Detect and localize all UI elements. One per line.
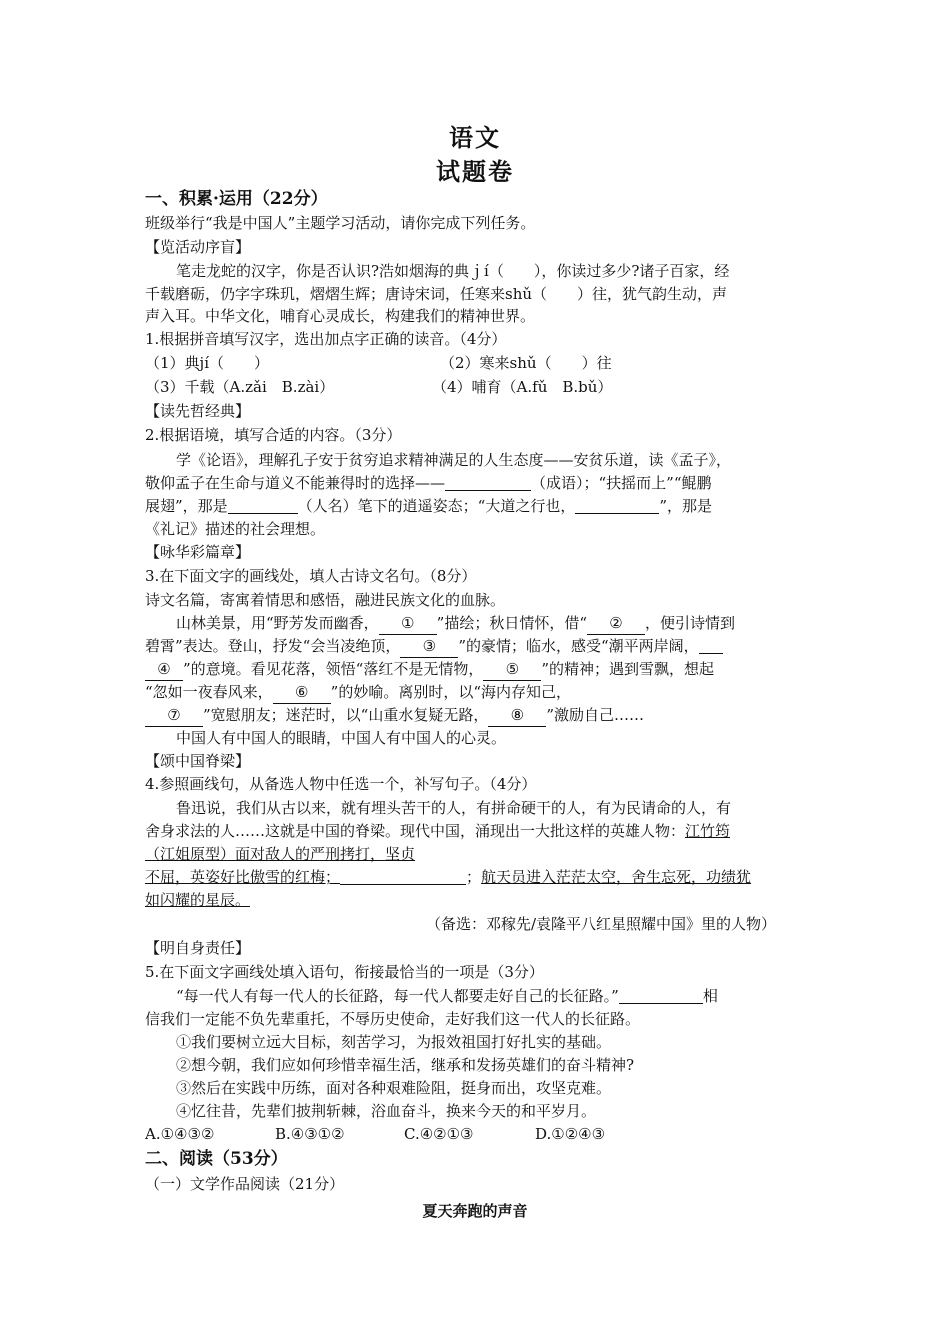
underlined-sentence: 航天员进入茫茫太空，舍生忘死，功绩犹	[481, 868, 752, 886]
passage-line: 学《论语》，理解孔子安于贫穷追求精神满足的人生态度——安贫乐道，读《孟子》，	[176, 451, 732, 469]
question-3: 3.在下面文字的画线处，填人古诗文名句。（8分）	[145, 567, 477, 585]
passage-line: 千载磨砺，仍字字珠玑，熠熠生辉；唐诗宋词，任寒来shǔ（ ）往，犹气韵生动，声	[145, 285, 728, 303]
passage-line	[145, 658, 714, 681]
answer-blank[interactable]	[228, 496, 298, 514]
passage-line	[145, 704, 644, 727]
text-segment: ”描绘；秋日情怀，借“	[436, 614, 588, 632]
section2-subheading: （一）文学作品阅读（21分）	[145, 1175, 345, 1193]
passage-line: 鲁迅说，我们从古以来，就有埋头苦干的人，有拼命硬干的人，有为民请命的人，有	[176, 799, 732, 817]
choice-d[interactable]: D.①②④③	[535, 1125, 606, 1143]
candidates-note: （备选：邓稼先/袁隆平八红星照耀中国》里的人物）	[426, 915, 777, 933]
passage-line: 中国人有中国人的眼睛，中国人有中国人的心灵。	[176, 729, 507, 747]
text-segment: ；	[466, 868, 482, 886]
task-tag: 【读先哲经典】	[145, 402, 251, 420]
question-5: 5.在下面文字画线处填入语句，衔接最恰当的一项是（3分）	[145, 963, 544, 981]
text-segment: 碧霄”表达。登山，抒发“会当凌绝顶，	[145, 637, 401, 655]
question-1: 1.根据拼音填写汉字，选出加点字正确的读音。（4分）	[145, 330, 507, 348]
underlined-sentence: 不屈，英姿好比傲雪的红梅；	[145, 868, 341, 886]
answer-blank[interactable]	[340, 867, 466, 885]
passage-line: 信我们一定能不负先辈重托，不辱历史使命，走好我们这一代人的长征路。	[145, 1010, 641, 1028]
task-tag: 【览活动序盲】	[145, 238, 251, 256]
answer-blank-8[interactable]: ⑧	[488, 704, 546, 727]
text-segment: 山林美景，用“野芳发而幽香，	[176, 614, 379, 632]
text-segment: ”激励自己……	[546, 706, 645, 724]
section1-heading: 一、积累·运用（22分）	[145, 189, 328, 209]
text-segment: （人名）笔下的逍遥姿态；“大道之行也，	[297, 497, 576, 515]
article-title: 夏天奔跑的声音	[422, 1202, 528, 1220]
question-1-item: （4）哺育（A.fǔ B.bǔ）	[432, 378, 613, 396]
choice-c[interactable]: C.④②①③	[404, 1125, 474, 1143]
passage-line: 《礼记》描述的社会理想。	[145, 520, 326, 538]
text-segment: 舍身求法的人……这就是中国的脊梁。现代中国，涌现出一大批这样的英雄人物：	[145, 822, 686, 840]
underlined-sentence: （江姐原型）面对敌人的严刑拷打，坚贞	[145, 845, 416, 863]
answer-blank-4[interactable]: ④	[145, 658, 183, 681]
answer-blank-2[interactable]: ②	[587, 612, 645, 635]
answer-blank-1[interactable]: ①	[379, 612, 437, 635]
answer-blank-7[interactable]: ⑦	[145, 704, 203, 727]
task-tag: 【明自身责任】	[145, 939, 251, 957]
passage-line	[145, 681, 571, 704]
question-1-item: （1）典jí（ ）	[145, 354, 269, 372]
sentence-option: ①我们要树立远大目标，刻苦学习，为报效祖国打好扎实的基础。	[176, 1033, 612, 1051]
text-segment: ”的豪情；临水，感受“潮平两岸阔，	[458, 637, 699, 655]
text-segment: “每一代人有每一代人的长征路，每一代人都要走好自己的长征路。”	[176, 987, 619, 1005]
passage-line	[145, 472, 712, 494]
text-segment: ”的精神；遇到雪飘，想起	[541, 660, 715, 678]
task-tag: 【咏华彩篇章】	[145, 543, 251, 561]
question-4: 4.参照画线句，从备选人物中任选一个，补写句子。（4分）	[145, 775, 537, 793]
passage-line	[145, 635, 723, 658]
answer-blank-5[interactable]: ⑤	[483, 658, 541, 681]
text-segment: 相	[702, 987, 718, 1005]
text-segment: ”的妙喻。离别时，以“海内存知己，	[330, 683, 572, 701]
task-tag: 【颂中国脊梁】	[145, 752, 251, 770]
answer-blank[interactable]	[699, 636, 723, 654]
question-3-intro: 诗文名篇，寄寓着情思和感悟，融进民族文化的血脉。	[145, 591, 506, 609]
sentence-option: ④忆往昔，先辈们披荆斩棘，浴血奋斗，换来今天的和平岁月。	[176, 1102, 597, 1120]
answer-blank-6[interactable]: ⑥	[273, 681, 331, 704]
passage-line	[145, 495, 712, 517]
page-title: 语文	[449, 123, 501, 152]
underlined-sentence: 如闪耀的星辰。	[145, 891, 251, 909]
page-subtitle: 试题卷	[436, 157, 514, 186]
text-segment: ”宽慰朋友；迷茫时，以“山重水复疑无路，	[203, 706, 489, 724]
section1-intro: 班级举行“我是中国人”主题学习活动，请你完成下列任务。	[145, 214, 536, 232]
text-segment: 敬仰孟子在生命与道义不能兼得时的选择——	[145, 474, 446, 492]
passage-line: 笔走龙蛇的汉字，你是否认识?浩如烟海的典ｊí（ ），你读过多少?诸子百家，经	[176, 262, 730, 280]
passage-line: 声入耳。中华文化，哺育心灵成长，构建我们的精神世界。	[145, 307, 536, 325]
choice-a[interactable]: A.①④③②	[145, 1125, 215, 1143]
text-segment: ”，那是	[659, 497, 713, 515]
passage-line	[145, 866, 751, 888]
answer-blank[interactable]	[619, 986, 703, 1004]
section2-heading: 二、阅读（53分）	[145, 1149, 288, 1169]
answer-blank[interactable]	[575, 496, 659, 514]
passage-line	[176, 985, 718, 1007]
text-segment: ”的意境。看见花落，领悟“落红不是无情物，	[183, 660, 484, 678]
choice-b[interactable]: B.④③①②	[275, 1125, 345, 1143]
answer-blank-3[interactable]: ③	[400, 635, 458, 658]
sentence-option: ②想今朝，我们应如何珍惜幸福生活，继承和发扬英雄们的奋斗精神?	[176, 1056, 635, 1074]
text-segment: 展翅”，那是	[145, 497, 228, 515]
sentence-option: ③然后在实践中历练，面对各种艰难险阻，挺身而出，攻坚克难。	[176, 1079, 612, 1097]
underlined-sentence: 江竹筠	[685, 822, 731, 840]
passage-line	[176, 612, 735, 635]
question-1-item: （2）寒来shǔ（ ）往	[440, 354, 612, 372]
question-1-item: （3）千载（A.zǎi B.zài）	[145, 378, 335, 396]
question-2: 2.根据语境，填写合适的内容。（3分）	[145, 426, 402, 444]
text-segment: “忽如一夜春风来，	[145, 683, 273, 701]
passage-line	[145, 820, 730, 842]
text-segment: ，便引诗情到	[645, 614, 736, 632]
text-segment: （成语）；“扶摇而上”“鲲鹏	[531, 474, 712, 492]
answer-blank[interactable]	[445, 473, 531, 491]
